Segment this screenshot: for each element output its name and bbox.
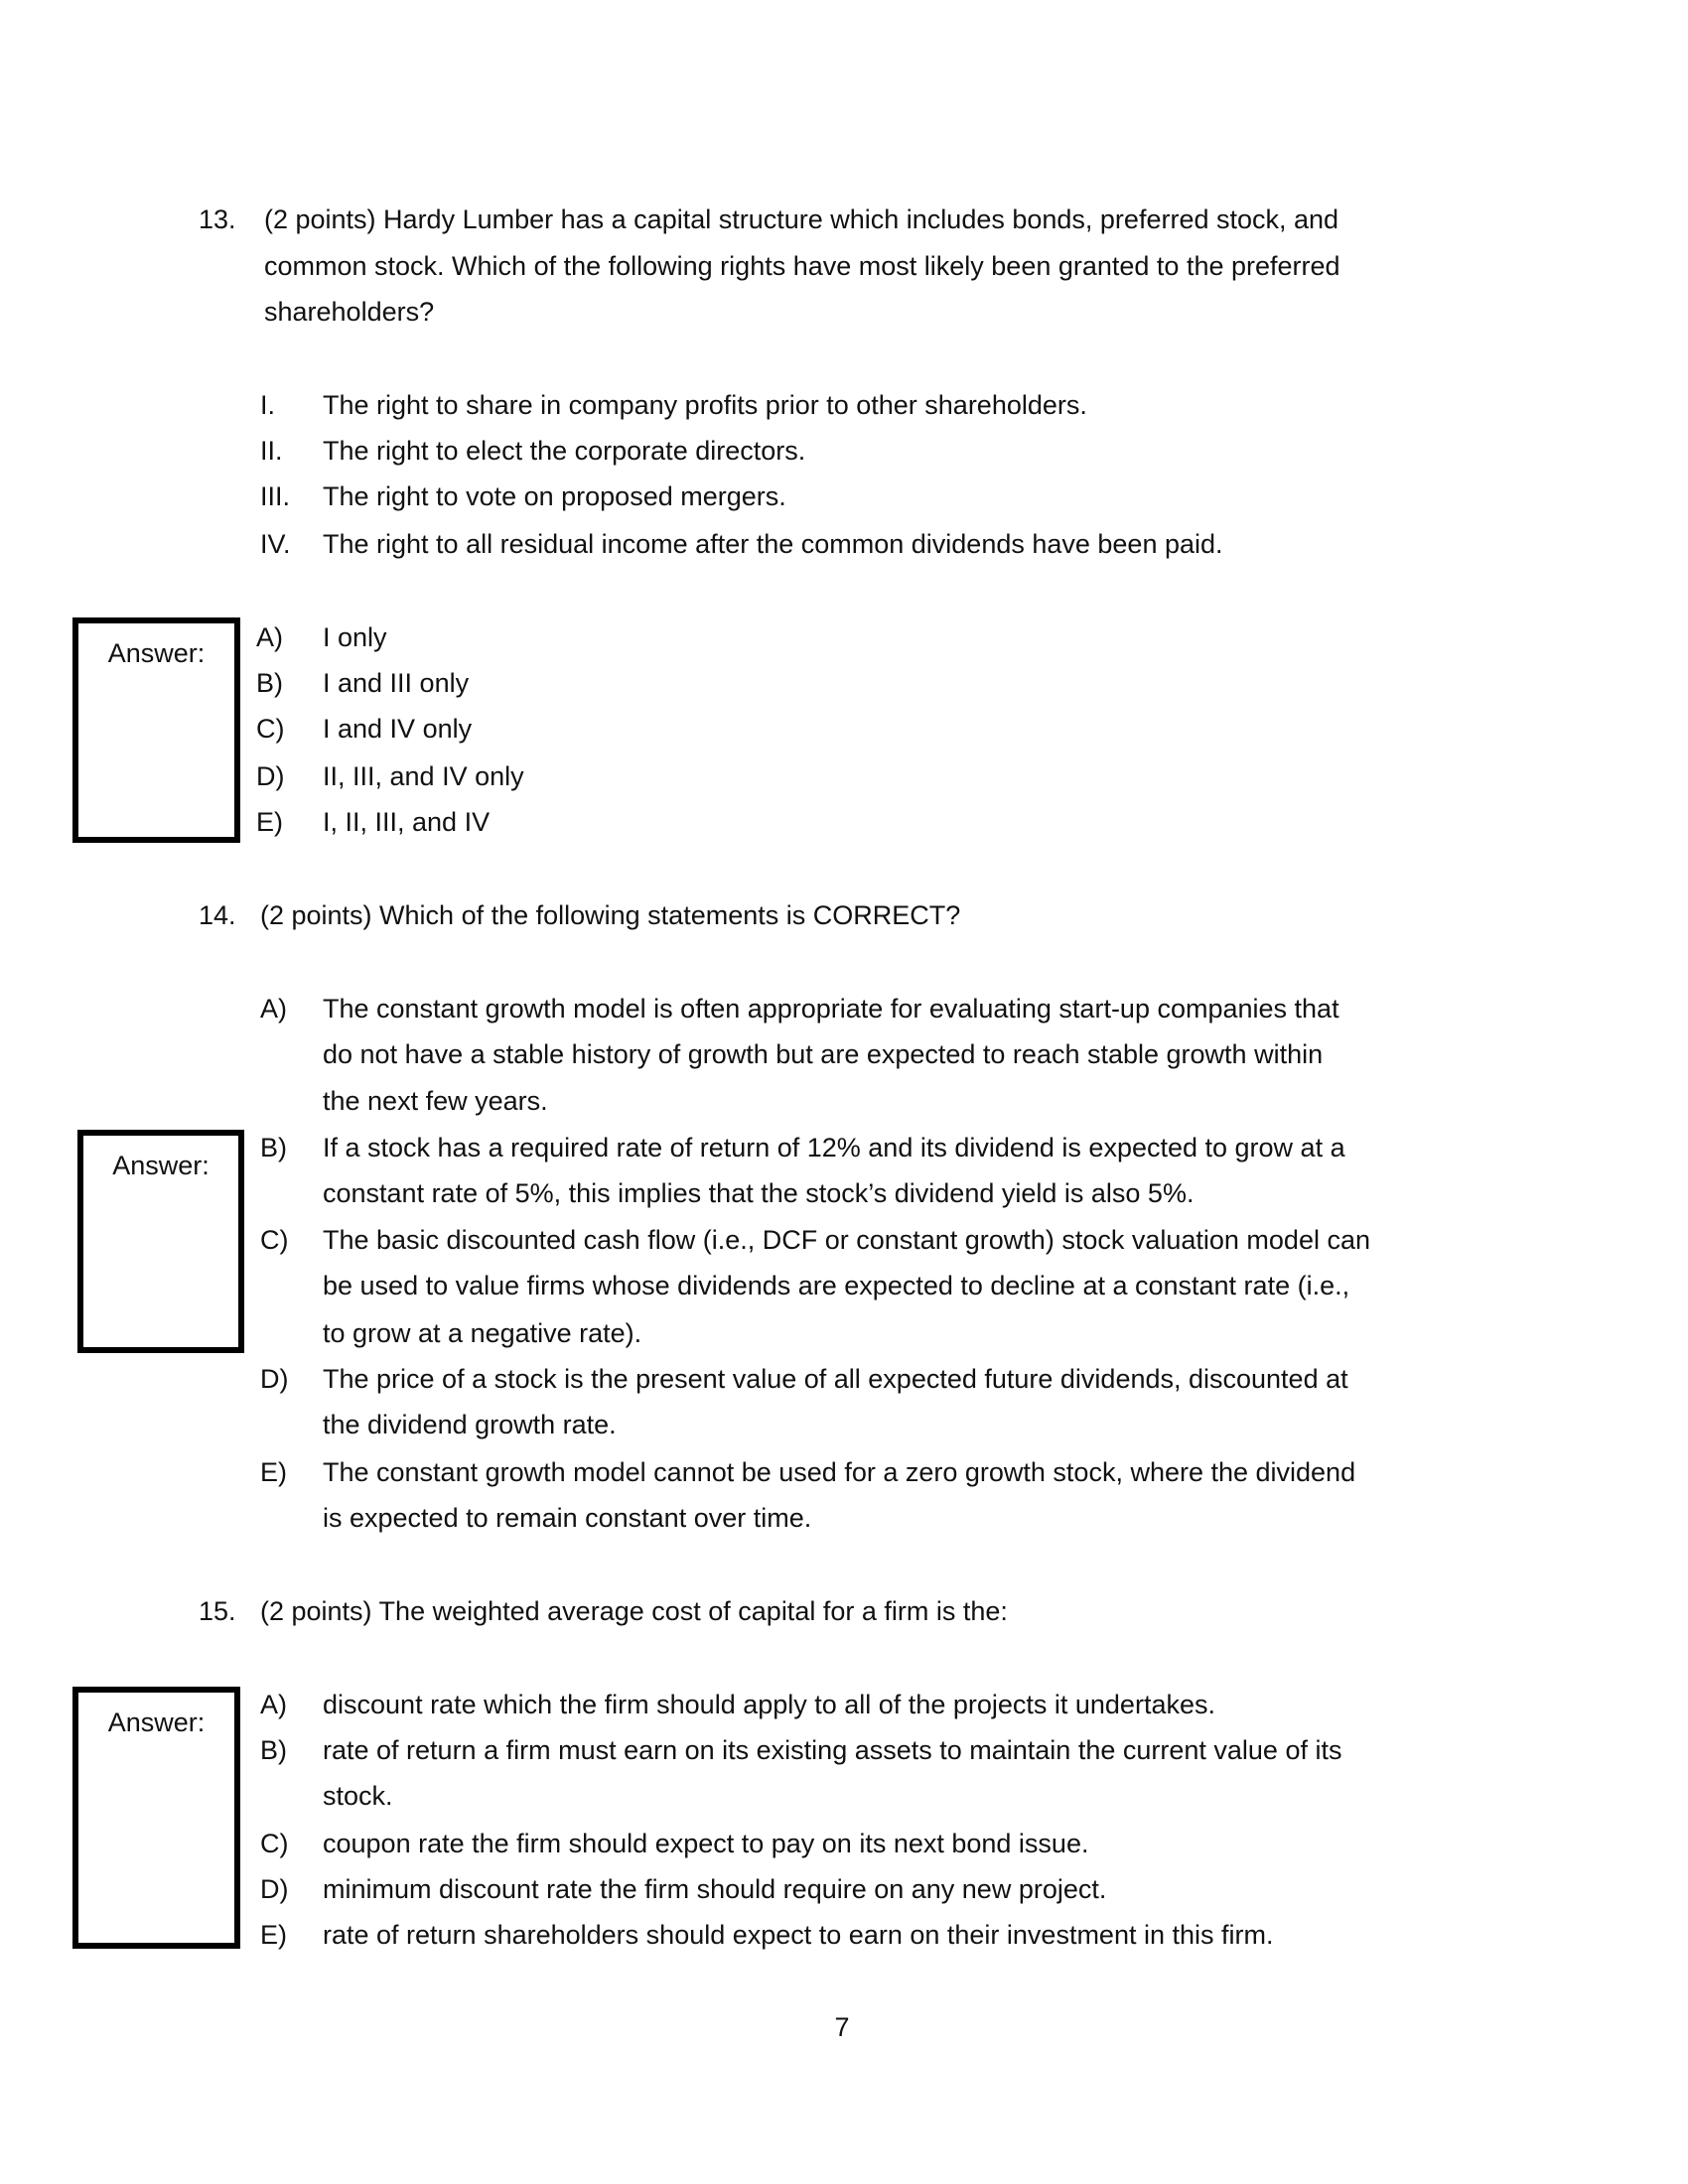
option-text: II, III, and IV only — [323, 761, 524, 791]
option-text: to grow at a negative rate). — [323, 1318, 642, 1348]
answer-box[interactable] — [72, 1687, 240, 1949]
option-text: minimum discount rate the firm should require on any new project. — [323, 1874, 1107, 1904]
option-label: B) — [260, 1133, 287, 1162]
question-number: 13. — [199, 205, 236, 234]
option-text: The basic discounted cash flow (i.e., DCF or constant growth) stock valuation model can — [323, 1225, 1370, 1255]
option-text: coupon rate the firm should expect to pay on its next bond issue. — [323, 1829, 1089, 1858]
statement-text: The right to elect the corporate directors. — [323, 436, 806, 466]
option-text: The constant growth model cannot be used for a zero growth stock, where the dividend — [323, 1457, 1356, 1487]
statement-label: I. — [260, 390, 276, 420]
statement-text: The right to all residual income after the common dividends have been paid. — [323, 529, 1223, 559]
option-label: B) — [256, 668, 283, 698]
option-label: C) — [260, 1829, 289, 1858]
statement-label: II. — [260, 436, 283, 466]
answer-label: Answer: — [112, 1151, 210, 1180]
statement-text: The right to vote on proposed mergers. — [323, 481, 786, 511]
question-stem: (2 points) Which of the following statements is CORRECT? — [260, 900, 961, 930]
statement-label: III. — [260, 481, 291, 511]
question-stem-line: (2 points) Hardy Lumber has a capital structure which includes bonds, preferred stock, and — [264, 205, 1339, 234]
option-label: A) — [256, 622, 283, 652]
answer-box[interactable] — [72, 617, 240, 843]
question-stem: (2 points) The weighted average cost of capital for a firm is the: — [260, 1596, 1008, 1626]
option-label: C) — [260, 1225, 289, 1255]
statement-text: The right to share in company profits prior to other shareholders. — [323, 390, 1087, 420]
option-text: be used to value firms whose dividends are expected to decline at a constant rate (i.e., — [323, 1271, 1350, 1300]
option-text: constant rate of 5%, this implies that the stock’s dividend yield is also 5%. — [323, 1178, 1195, 1208]
option-text: rate of return shareholders should expect to earn on their investment in this firm. — [323, 1920, 1274, 1950]
option-label: B) — [260, 1735, 287, 1765]
option-text: rate of return a firm must earn on its existing assets to maintain the current value of its — [323, 1735, 1342, 1765]
option-text: stock. — [323, 1781, 393, 1811]
option-label: A) — [260, 1690, 287, 1719]
question-number: 15. — [199, 1596, 236, 1626]
option-text: is expected to remain constant over time. — [323, 1503, 812, 1533]
option-label: D) — [260, 1364, 289, 1394]
option-text: I only — [323, 622, 387, 652]
option-label: A) — [260, 994, 287, 1024]
option-text: If a stock has a required rate of return of 12% and its dividend is expected to grow at a — [323, 1133, 1345, 1162]
statement-label: IV. — [260, 529, 291, 559]
answer-box[interactable] — [77, 1130, 244, 1353]
question-number: 14. — [199, 900, 236, 930]
option-text: I and IV only — [323, 714, 473, 744]
option-text: the dividend growth rate. — [323, 1410, 617, 1439]
option-text: The constant growth model is often appropriate for evaluating start-up companies that — [323, 994, 1339, 1024]
question-stem-line: shareholders? — [264, 297, 435, 327]
option-label: E) — [260, 1457, 287, 1487]
option-text: I, II, III, and IV — [323, 807, 491, 837]
option-text: do not have a stable history of growth but are expected to reach stable growth within — [323, 1039, 1324, 1069]
option-label: E) — [260, 1920, 287, 1950]
option-text: The price of a stock is the present value of all expected future dividends, discounted at — [323, 1364, 1348, 1394]
option-label: E) — [256, 807, 283, 837]
question-stem-line: common stock. Which of the following rights have most likely been granted to the preferred — [264, 251, 1340, 281]
option-text: discount rate which the firm should apply to all of the projects it undertakes. — [323, 1690, 1215, 1719]
option-text: I and III only — [323, 668, 470, 698]
option-label: D) — [256, 761, 285, 791]
answer-label: Answer: — [107, 638, 206, 668]
option-label: C) — [256, 714, 285, 744]
option-text: the next few years. — [323, 1086, 548, 1116]
page-number: 7 — [834, 2012, 850, 2042]
answer-label: Answer: — [107, 1707, 206, 1737]
option-label: D) — [260, 1874, 289, 1904]
